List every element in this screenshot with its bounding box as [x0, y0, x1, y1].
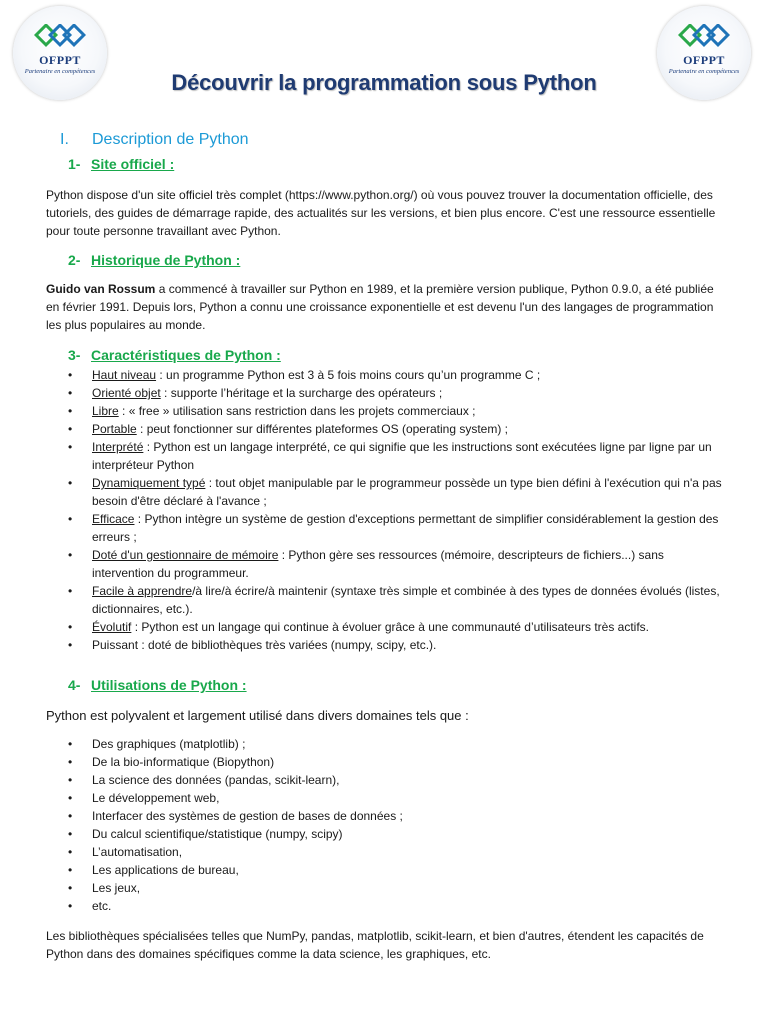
paragraph-utilisations: Python est polyvalent et largement utilisé dans divers domaines tels que : — [46, 708, 469, 723]
feature-term: Haut niveau — [92, 368, 157, 382]
ofppt-emblem-icon — [678, 24, 730, 48]
subsection-title: Caractéristiques de Python : — [91, 347, 281, 363]
ofppt-tagline: Partenaire en compétences — [24, 68, 96, 75]
feature-text: : Python est un langage qui continue à évoluer grâce à une communauté d’utilisateurs très actifs. — [131, 620, 649, 634]
list-item — [46, 420, 722, 438]
feature-term: Orienté objet — [92, 386, 161, 400]
subsection-number: 3- — [68, 347, 81, 363]
list-item: • Les jeux, — [46, 879, 722, 897]
ofppt-emblem-icon — [34, 24, 86, 48]
feature-text: /à lire/à écrire/à maintenir (syntaxe très simple et combinée à des types de données évolués (listes, dictionnaires, etc.). — [92, 584, 720, 616]
subsection-number: 1- — [68, 156, 81, 172]
document-title: Découvrir la programmation sous Python — [171, 70, 597, 95]
ofppt-brand: OFPPT — [683, 53, 725, 67]
list-item: • etc. — [46, 897, 722, 915]
feature-text: : tout objet manipulable par le programmeur possède un type bien défini à l'exécution qui n'a pas besoin d'être déclaré à l'avance ; — [92, 476, 722, 508]
feature-text: : « free » utilisation sans restriction dans les projets commerciaux ; — [118, 404, 476, 418]
ofppt-tagline: Partenaire en compétences — [668, 68, 740, 75]
list-item: • Des graphiques (matplotlib) ; — [46, 735, 722, 753]
section-title: Description de Python — [92, 131, 249, 148]
paragraph-text: a commencé à travailler sur Python en 1989, et la première version publique, Python 0.9.0, a été publiée en février 1991. Depuis lors, Python a connu une croissance exponentielle et est devenu l'un des langages de programmation les plus populaires au monde. — [46, 282, 714, 332]
list-item: • Le développement web, — [46, 789, 722, 807]
feature-term: Dynamiquement typé — [92, 476, 206, 490]
ofppt-brand: OFPPT — [39, 53, 81, 67]
subsection-title: Utilisations de Python : — [91, 677, 247, 693]
feature-term: Facile à apprendre — [92, 584, 193, 598]
list-item: • L’automatisation, — [46, 843, 722, 861]
subsection-heading-utilisations — [68, 677, 247, 693]
paragraph-bibliotheques: Les bibliothèques spécialisées telles que NumPy, pandas, matplotlib, scikit-learn, et bien d'autres, étendent les capacités de Python dans des domaines spécifiques comme la data science, les graphiques, etc. — [46, 929, 704, 961]
feature-text: : supporte l’héritage et la surcharge des opérateurs ; — [160, 386, 443, 400]
list-item — [46, 636, 722, 654]
subsection-number: 4- — [68, 677, 81, 693]
feature-term: Efficace — [92, 512, 135, 526]
feature-text: Puissant : doté de bibliothèques très variées (numpy, scipy, etc.). — [92, 638, 437, 652]
feature-text: : un programme Python est 3 à 5 fois moins cours qu’un programme C ; — [156, 368, 541, 382]
paragraph-site: Python dispose d'un site officiel très complet (https://www.python.org/) où vous pouvez trouver la documentation officielle, des tutoriels, des guides de démarrage rapide, des actualités sur les versions, et bien plus encore. C'est une ressource essentielle pour toute personne travaillant avec Python. — [46, 188, 716, 238]
feature-text: : Python est un langage interprété, ce qui signifie que les instructions sont exécutées ligne par ligne par un interpréteur Python — [92, 440, 712, 472]
feature-term: Doté d'un gestionnaire de mémoire — [92, 548, 279, 562]
author-name: Guido van Rossum — [46, 282, 156, 296]
feature-text: : Python intègre un système de gestion d'exceptions permettant de simplifier considérablement la gestion des erreurs ; — [92, 512, 719, 544]
subsection-number: 2- — [68, 252, 81, 268]
section-number: I. — [60, 131, 69, 148]
list-item — [46, 384, 722, 402]
feature-text: : Python gère ses ressources (mémoire, descripteurs de fichiers...) sans intervention du programmeur. — [92, 548, 664, 580]
list-item — [46, 474, 722, 510]
feature-term: Libre — [92, 404, 119, 418]
list-item: • Interfacer des systèmes de gestion de bases de données ; — [46, 807, 722, 825]
list-item — [46, 438, 722, 474]
uses-list — [46, 735, 722, 915]
feature-text: : peut fonctionner sur différentes plateformes OS (operating system) ; — [136, 422, 508, 436]
list-item: • De la bio-informatique (Biopython) — [46, 753, 722, 771]
list-item — [46, 582, 722, 618]
list-item: • La science des données (pandas, scikit-learn), — [46, 771, 722, 789]
subsection-heading-site — [68, 156, 174, 172]
section-heading — [60, 131, 249, 149]
list-item: • Du calcul scientifique/statistique (numpy, scipy) — [46, 825, 722, 843]
subsection-heading-historique — [68, 252, 240, 268]
paragraph-historique — [46, 280, 722, 334]
feature-term: Portable — [92, 422, 137, 436]
feature-term: Évolutif — [92, 620, 132, 634]
list-item — [46, 402, 722, 420]
subsection-title: Site officiel : — [91, 156, 175, 172]
list-item — [46, 546, 722, 582]
list-item — [46, 366, 722, 384]
features-list — [46, 366, 722, 654]
list-item — [46, 510, 722, 546]
subsection-heading-caracteristiques — [68, 347, 281, 363]
list-item: • Les applications de bureau, — [46, 861, 722, 879]
list-item — [46, 618, 722, 636]
subsection-title: Historique de Python : — [91, 252, 241, 268]
feature-term: Interprété — [92, 440, 144, 454]
